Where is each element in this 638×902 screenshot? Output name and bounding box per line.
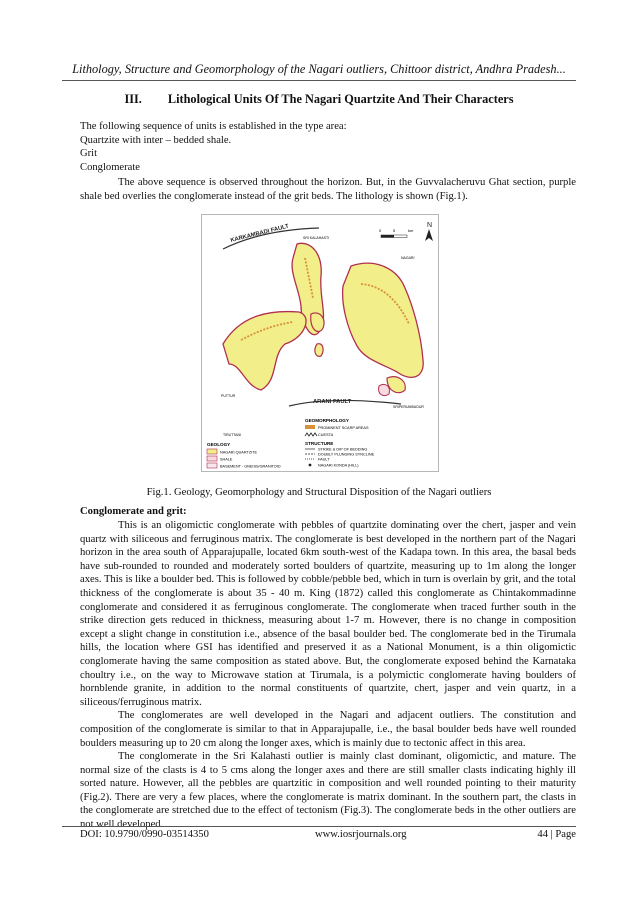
- legend-label: SHALE: [220, 457, 233, 462]
- legend-swatch-basement: [207, 463, 217, 468]
- footer-rule: [62, 826, 576, 827]
- legend-swatch-scarp: [305, 425, 315, 429]
- section-title-text: Lithological Units Of The Nagari Quartzite And Their Characters: [167, 92, 514, 106]
- intro-line: Quartzite with inter – bedded shale.: [80, 134, 232, 146]
- legend-swatch-quartzite: [207, 449, 217, 454]
- legend-label: NAGARI QUARTZITE: [220, 450, 258, 455]
- body-text: [80, 519, 576, 832]
- legend-label: FAULT: [318, 457, 330, 462]
- intro-line: The following sequence of units is established in the type area:: [80, 121, 347, 132]
- scale-bar-fill: [381, 235, 394, 238]
- outlier-small-2: [315, 344, 323, 357]
- body-paragraph: This is an oligomictic conglomerate with pebbles of quartzite dominating over the chert, jasper and vein quartz with siliceous and ferruginous matrix. The conglomerate is best developed in the northern part of the Nagari horizon in the area south of Apparajupalle, located 6km south-west of the Kadapa town. In this area, the basal beds have sub-rounded to rounded and moderately sorted boulders of quartzite, measuring up to 1m along the longer axes. This is like a boulder bed. This is followed by cobble/pebble bed, which in turn is overlain by grit, and the total thickness of the conglomerate is about 35 - 40 m. King (1872) called this conglomerate as Chintakommadinne conglomerate and considered it as ferruginous conglomerate. The conglomerate when traced further south in the strike direction gets reduced in thickness, measuring about 1-7 m. However, there is no change in composition except a slight change in constitution i.e., absence of the basal boulder bed. The conglomerate bed in the Tirumala hills, the location where GSI has identified and preserved it as a National Monument, is a thin oligomictic conglomerate having the same composition as stated above. But, the conglomerate exposed behind the Karnataka choultry i.e., on the way to Microwave station at Tirumala, is a polymictic conglomerate having boulders of hornblende granite, in addition to the normal constituents of quartzite, chert, jasper and vein quartz, in a siliceous/ferruginous matrix.: [80, 520, 576, 708]
- intro-line: Conglomerate: [80, 161, 141, 173]
- scale-start: 0: [379, 228, 382, 233]
- geomorph-legend-title: GEOMORPHOLOGY: [305, 418, 349, 423]
- footer-site: www.iosrjournals.org: [315, 829, 407, 840]
- section-number: III.: [124, 92, 142, 106]
- header-rule: [62, 80, 576, 81]
- hill-icon: [309, 464, 312, 467]
- place-label: SRIPERUMBUDUR: [393, 405, 424, 409]
- legend-label: DOUBLY PLUNGING SYNCLINE: [318, 452, 375, 457]
- scale-mid: 5: [393, 228, 396, 233]
- legend-label: STRIKE & DIP OF BEDDING: [318, 447, 368, 452]
- running-header: Lithology, Structure and Geomorphology of the Nagari outliers, Chittoor district, Andhra Pradesh...: [72, 62, 566, 76]
- intro-block: [80, 120, 576, 174]
- legend-swatch-shale: [207, 456, 217, 461]
- section-heading: [0, 92, 638, 107]
- body-paragraph: The conglomerate in the Sri Kalahasti outlier is mainly clast dominant, oligomictic, and mature. The normal size of the clasts is 4 to 5 cms along the longer axes and there are still smaller clasts indicating highly ill sorted nature. However, all the pebbles are quartzitic in composition and well rounded pointing to their maturity (Fig.2). There are very a few places, where the conglomerate is matrix dominant. In the southern part, the clasts in the conglomerate are stretched due to the effect of tectonism (Fig.3). The conglomerate beds in the other outliers are not well developed.: [80, 751, 576, 831]
- legend-label: NAGARI KONDA (HILL): [318, 463, 359, 468]
- place-label: NAGARI: [401, 256, 415, 260]
- figure-caption: Fig.1. Geology, Geomorphology and Structural Disposition of the Nagari outliers: [146, 487, 492, 498]
- footer-page: 44 | Page: [537, 829, 576, 840]
- lithology-paragraph: The above sequence is observed throughout the horizon. But, in the Guvvalacheruvu Ghat section, purple shale bed overlies the conglomerate instead of the grit beds. The lithology is shown (Fig.1).: [80, 177, 576, 202]
- legend-label: BASEMENT - GNEISS/GRANITOID: [220, 464, 281, 469]
- geology-map-figure: [201, 214, 439, 472]
- structure-legend-title: STRUCTURE: [305, 441, 334, 446]
- scale-unit: km: [408, 228, 414, 233]
- north-label: N: [427, 222, 433, 229]
- subheading: Conglomerate and grit:: [80, 506, 187, 517]
- intro-line: Grit: [80, 148, 98, 160]
- place-label: SRI KALAHASTI: [303, 236, 330, 240]
- place-label: PUTTUR: [221, 394, 236, 398]
- outlier-small-4: [379, 384, 390, 395]
- place-label: TIRUTTANI: [223, 433, 242, 437]
- legend-label: PROMINENT SCARP AREAS: [318, 426, 369, 430]
- geology-legend-title: GEOLOGY: [207, 442, 231, 447]
- fault-label-karkambadi: KARKAMBADI FAULT: [230, 223, 290, 244]
- fault-label-arani: ARANI FAULT: [313, 399, 352, 405]
- legend-label: CUESTA: [318, 433, 334, 437]
- body-paragraph: The conglomerates are well developed in the Nagari and adjacent outliers. The constitution and composition of the conglomerate is similar to that in Apparajupalle, i.e., the basal boulder beds have well rounded boulders measuring up to 20 cm along the longer axes, which is mainly due to tectonic affect in this area.: [80, 710, 576, 749]
- footer-doi: DOI: 10.9790/0990-03514350: [80, 829, 209, 840]
